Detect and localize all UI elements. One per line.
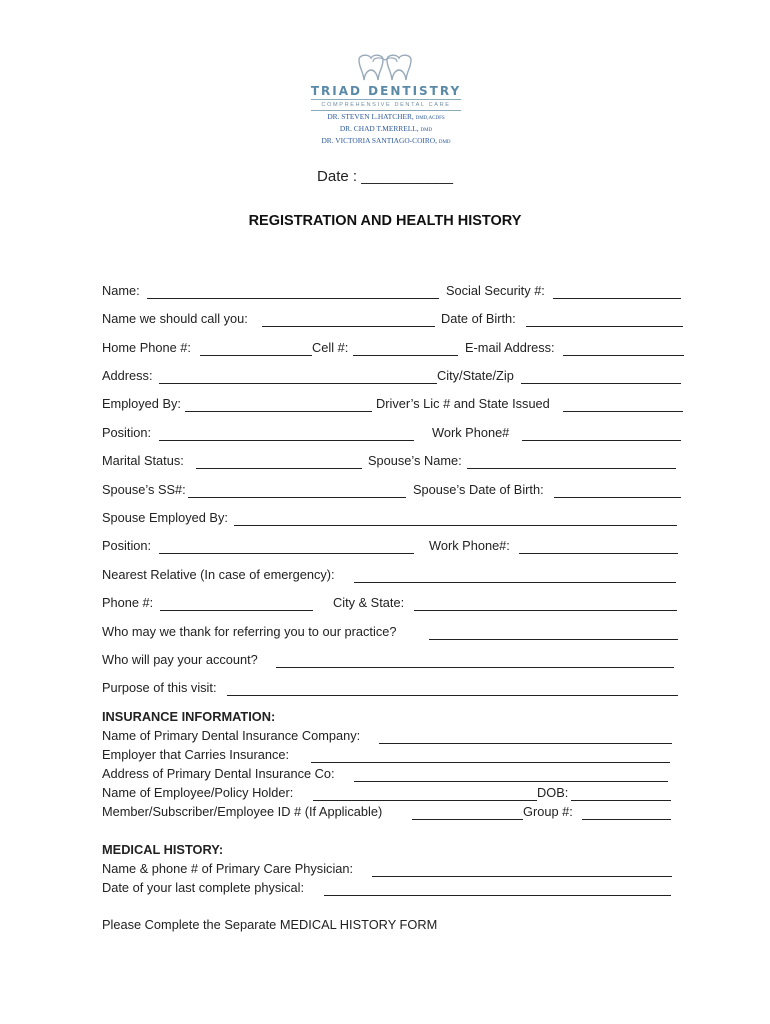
referral-field[interactable] — [429, 639, 678, 640]
drivers-lic-label: Driver’s Lic # and State Issued — [376, 396, 550, 411]
member-id-label: Member/Subscriber/Employee ID # (If Applicable) — [102, 804, 383, 819]
practice-logo — [298, 54, 474, 154]
brand-name: TRIAD DENTISTRY — [310, 84, 462, 98]
city-state-zip-field[interactable] — [521, 383, 681, 384]
spouse-position-field[interactable] — [159, 553, 414, 554]
insurance-employer-field[interactable] — [311, 762, 670, 763]
holder-dob-field[interactable] — [571, 800, 671, 801]
insurance-title: INSURANCE INFORMATION: — [102, 709, 276, 724]
payer-field[interactable] — [276, 667, 674, 668]
last-physical-label: Date of your last complete physical: — [102, 880, 305, 895]
medical-title: MEDICAL HISTORY: — [102, 842, 224, 857]
dob-field[interactable] — [526, 326, 683, 327]
drivers-lic-field[interactable] — [563, 411, 683, 412]
insurance-address-field[interactable] — [354, 781, 668, 782]
name-label: Name: — [102, 283, 140, 298]
brand-tagline: COMPREHENSIVE DENTAL CARE — [321, 102, 451, 108]
doctor-name: DR. CHAD T.MERRELL, DMD — [339, 124, 433, 133]
call-name-label: Name we should call you: — [102, 311, 248, 326]
cell-label: Cell #: — [312, 340, 349, 355]
spouse-employed-label: Spouse Employed By: — [102, 510, 228, 525]
policy-holder-field[interactable] — [313, 800, 537, 801]
phone-label: Phone #: — [102, 595, 154, 610]
physician-label: Name & phone # of Primary Care Physician: — [102, 861, 354, 876]
group-label: Group #: — [523, 804, 573, 819]
call-name-field[interactable] — [262, 326, 435, 327]
spouse-ss-field[interactable] — [188, 497, 406, 498]
spouse-work-phone-field[interactable] — [519, 553, 678, 554]
footer-note: Please Complete the Separate MEDICAL HISTORY FORM — [102, 917, 438, 932]
nearest-relative-label: Nearest Relative (In case of emergency): — [102, 567, 335, 582]
form-title: REGISTRATION AND HEALTH HISTORY — [248, 213, 522, 229]
marital-label: Marital Status: — [102, 453, 184, 468]
position-field[interactable] — [159, 440, 414, 441]
position-label: Position: — [102, 425, 152, 440]
policy-holder-label: Name of Employee/Policy Holder: — [102, 785, 294, 800]
spouse-name-label: Spouse’s Name: — [368, 453, 462, 468]
spouse-name-field[interactable] — [467, 468, 676, 469]
spouse-employed-field[interactable] — [234, 525, 677, 526]
payer-label: Who will pay your account? — [102, 652, 258, 667]
purpose-field[interactable] — [227, 695, 678, 696]
name-field[interactable] — [147, 298, 439, 299]
dob-label: Date of Birth: — [441, 311, 516, 326]
purpose-label: Purpose of this visit: — [102, 680, 217, 695]
insurance-company-label: Name of Primary Dental Insurance Company: — [102, 728, 361, 743]
physician-field[interactable] — [372, 876, 672, 877]
last-physical-field[interactable] — [324, 895, 671, 896]
phone-field[interactable] — [160, 610, 313, 611]
cell-field[interactable] — [353, 355, 458, 356]
spouse-ss-label: Spouse’s SS#: — [102, 482, 186, 497]
city-state-field[interactable] — [414, 610, 677, 611]
work-phone-label: Work Phone# — [432, 425, 510, 440]
referral-label: Who may we thank for referring you to our practice? — [102, 624, 397, 639]
brand-divider — [311, 99, 461, 100]
member-id-field[interactable] — [412, 819, 523, 820]
spouse-position-label: Position: — [102, 538, 152, 553]
ssn-label: Social Security #: — [446, 283, 545, 298]
brand-divider — [311, 110, 461, 111]
date-line: Date : ___________ — [317, 168, 453, 185]
email-label: E-mail Address: — [465, 340, 555, 355]
insurance-employer-label: Employer that Carries Insurance: — [102, 747, 290, 762]
holder-dob-label: DOB: — [537, 785, 569, 800]
spouse-work-phone-label: Work Phone#: — [429, 538, 510, 553]
employed-by-label: Employed By: — [102, 396, 181, 411]
city-state-zip-label: City/State/Zip — [437, 368, 514, 383]
insurance-address-label: Address of Primary Dental Insurance Co: — [102, 766, 335, 781]
address-label: Address: — [102, 368, 153, 383]
city-state-label: City & State: — [333, 595, 405, 610]
nearest-relative-field[interactable] — [354, 582, 676, 583]
spouse-dob-field[interactable] — [554, 497, 681, 498]
teeth-icon — [351, 54, 421, 82]
email-field[interactable] — [563, 355, 684, 356]
insurance-company-field[interactable] — [379, 743, 672, 744]
employed-by-field[interactable] — [185, 411, 372, 412]
home-phone-label: Home Phone #: — [102, 340, 191, 355]
group-field[interactable] — [582, 819, 671, 820]
home-phone-field[interactable] — [200, 355, 312, 356]
ssn-field[interactable] — [553, 298, 681, 299]
doctor-name: DR. STEVEN L.HATCHER, DMD,ACDFS — [327, 112, 445, 121]
work-phone-field[interactable] — [522, 440, 681, 441]
address-field[interactable] — [159, 383, 437, 384]
marital-field[interactable] — [196, 468, 362, 469]
spouse-dob-label: Spouse’s Date of Birth: — [413, 482, 544, 497]
doctor-name: DR. VICTORIA SANTIAGO-COIRO, DMD — [321, 136, 451, 145]
